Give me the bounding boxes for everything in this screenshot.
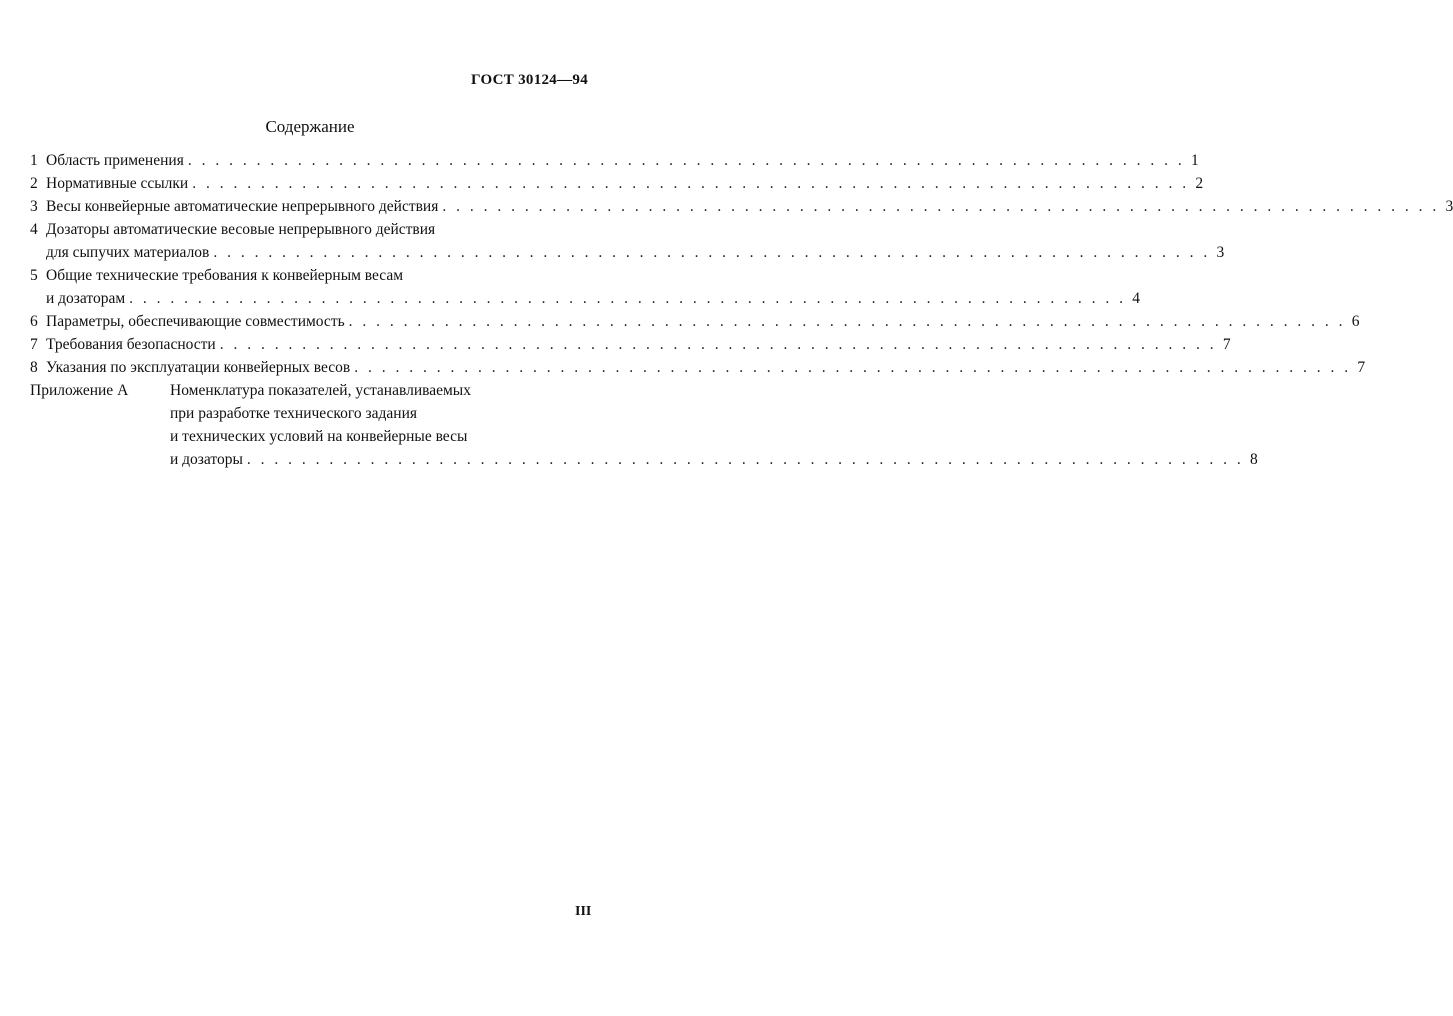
table-of-contents (0, 152, 1453, 474)
toc-entry-title: Требования безопасности (46, 336, 216, 353)
dot-leader (243, 451, 1248, 469)
toc-entry-number: 3 (30, 198, 38, 215)
dot-leader (350, 359, 1355, 377)
appendix-title-line: Номенклатура показателей, устанавливаемых (170, 382, 471, 399)
dot-leader (188, 175, 1193, 193)
toc-entry-page: 4 (1132, 290, 1141, 307)
toc-entry-title: Дозаторы автоматические весовые непрерывного действия (46, 221, 436, 238)
toc-appendix-entry[interactable] (0, 382, 592, 405)
toc-entry[interactable] (0, 359, 1366, 382)
toc-entry-number: 7 (30, 336, 38, 353)
page-title: Содержание (265, 117, 355, 136)
toc-entry-page: 7 (1357, 359, 1366, 376)
toc-entry-title: Параметры, обеспечивающие совместимость (46, 313, 345, 330)
appendix-title-line: при разработке технического задания (170, 405, 418, 422)
toc-appendix-continuation[interactable] (0, 405, 592, 428)
toc-entry-page: 3 (1216, 244, 1225, 261)
toc-entry-continuation[interactable] (0, 290, 1141, 313)
toc-entry-number: 4 (30, 221, 38, 238)
toc-entry-page: 7 (1222, 336, 1231, 353)
toc-entry-number: 5 (30, 267, 38, 284)
toc-entry-number: 8 (30, 359, 38, 376)
toc-entry-number: 1 (30, 152, 38, 169)
toc-entry-number: 6 (30, 313, 38, 330)
toc-entry-page: 3 (1445, 198, 1453, 215)
toc-entry-title: Указания по эксплуатации конвейерных весов (46, 359, 351, 376)
dot-leader (184, 152, 1189, 170)
toc-entry-number: 2 (30, 175, 38, 192)
toc-entry-page: 1 (1190, 152, 1199, 169)
appendix-page: 8 (1250, 451, 1258, 468)
appendix-label: Приложение А (30, 382, 129, 399)
toc-entry-continuation[interactable] (0, 244, 1225, 267)
toc-appendix-continuation[interactable] (0, 451, 1258, 474)
dot-leader (438, 198, 1443, 216)
toc-entry-title: Общие технические требования к конвейерным весам (46, 267, 404, 284)
toc-entry-title-line2: и дозаторам (46, 290, 126, 307)
toc-entry[interactable] (0, 175, 1204, 198)
toc-entry-title: Весы конвейерные автоматические непрерывного действия (46, 198, 439, 215)
dot-leader (216, 336, 1221, 354)
toc-entry-title: Нормативные ссылки (46, 175, 189, 192)
dot-leader (125, 290, 1130, 308)
toc-entry[interactable] (0, 336, 1231, 359)
page-number: III (575, 904, 592, 919)
toc-appendix-continuation[interactable] (0, 428, 592, 451)
toc-entry-title-line2: для сыпучих материалов (46, 244, 210, 261)
toc-entry[interactable] (0, 313, 1360, 336)
toc-entry[interactable] (0, 221, 592, 244)
toc-entry[interactable] (0, 198, 1453, 221)
appendix-title-line: и дозаторы (170, 451, 243, 468)
appendix-title-line: и технических условий на конвейерные весы (170, 428, 468, 445)
toc-entry[interactable] (0, 152, 1199, 175)
dot-leader (209, 244, 1214, 262)
dot-leader (345, 313, 1350, 331)
toc-entry-page: 6 (1351, 313, 1360, 330)
toc-entry-title: Область применения (46, 152, 184, 169)
document-code: ГОСТ 30124—94 (470, 72, 588, 88)
toc-entry-page: 2 (1195, 175, 1204, 192)
toc-entry[interactable] (0, 267, 592, 290)
